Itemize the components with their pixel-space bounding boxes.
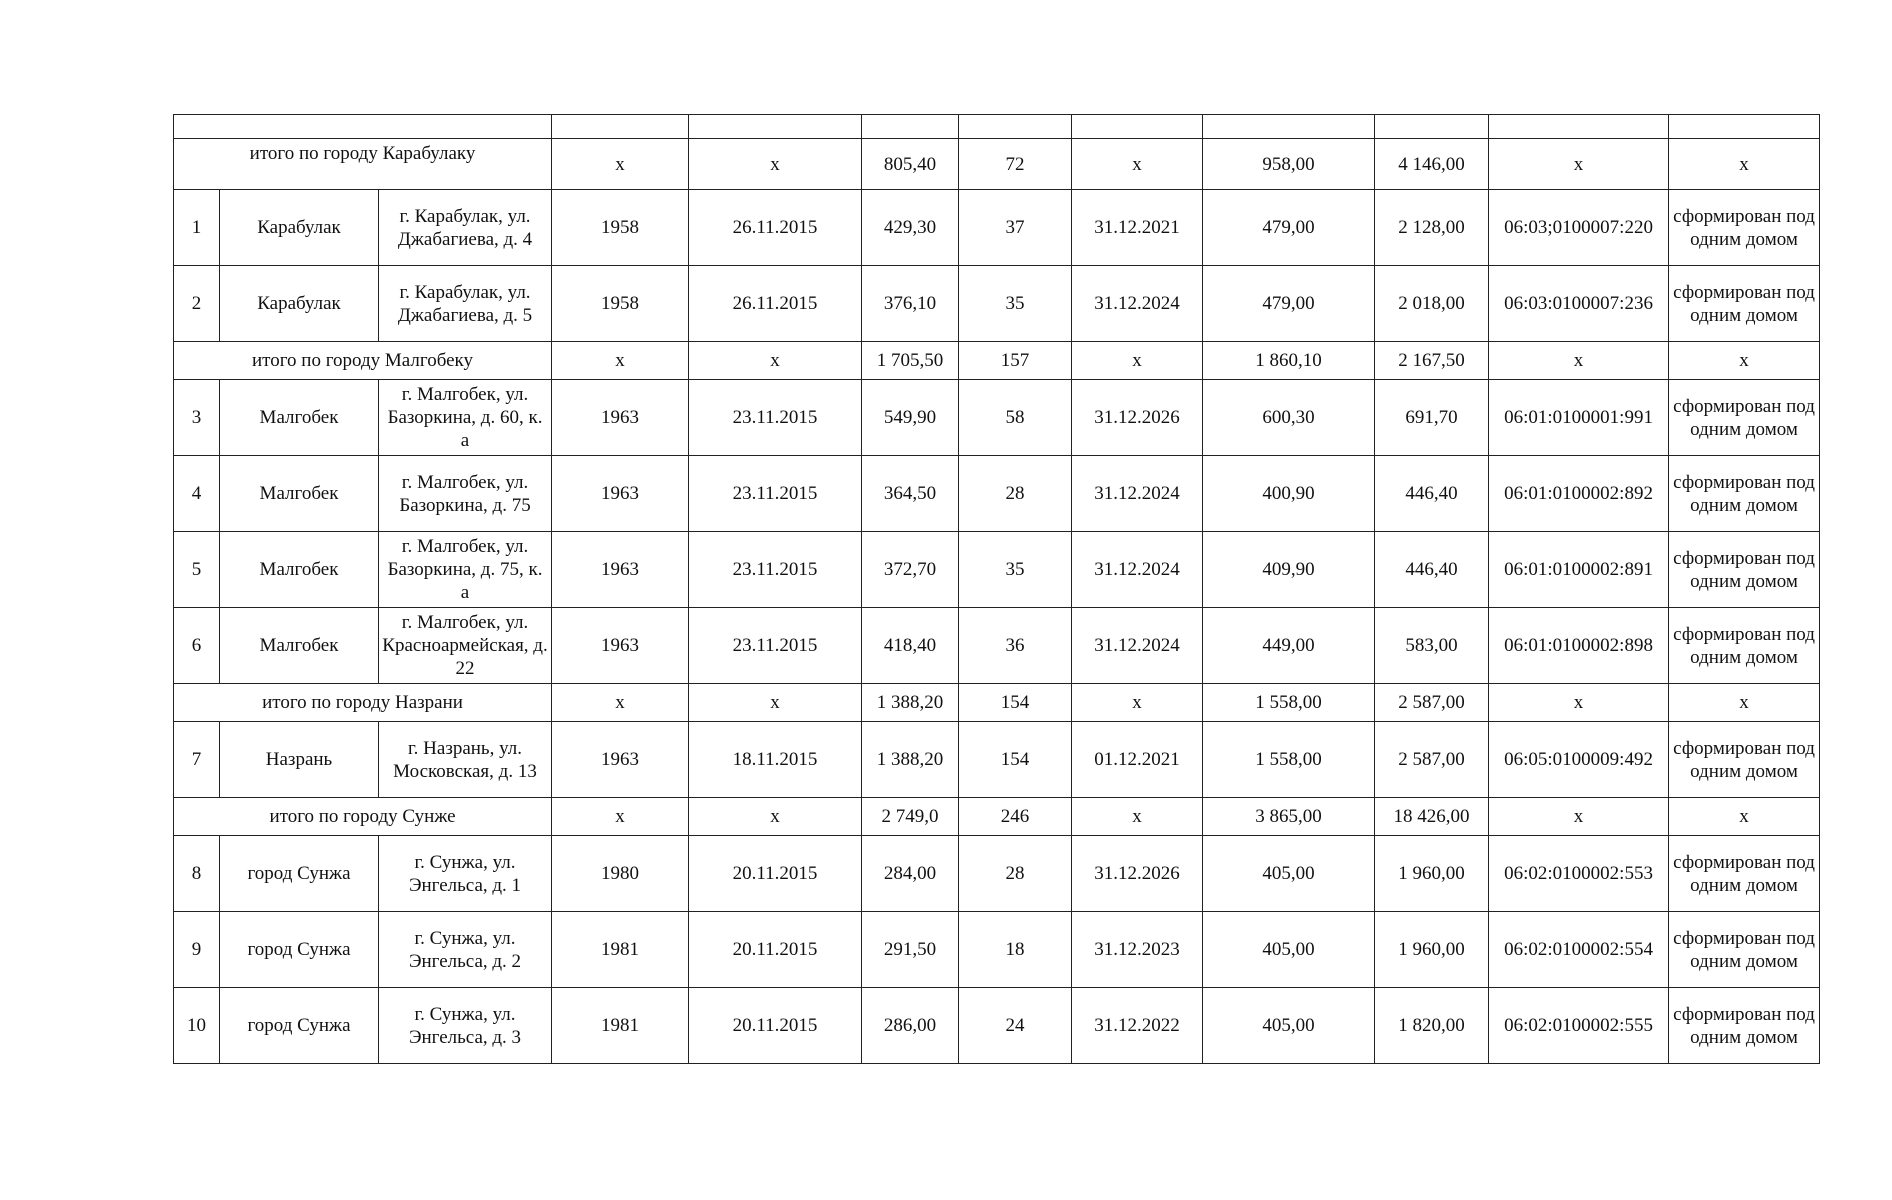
value2-cell: 446,40	[1375, 532, 1489, 608]
year-cell: 1963	[552, 608, 689, 684]
row-number: 3	[174, 380, 220, 456]
deadline-cell: 01.12.2021	[1072, 722, 1203, 798]
people-cell: 24	[959, 988, 1072, 1064]
row-number: 6	[174, 608, 220, 684]
address-cell: г. Карабулак, ул. Джабагиева, д. 4	[379, 190, 552, 266]
row-number: 10	[174, 988, 220, 1064]
value1-cell: 400,90	[1203, 456, 1375, 532]
deadline-cell: 31.12.2021	[1072, 190, 1203, 266]
address-cell: г. Малгобек, ул. Базоркина, д. 75, к. а	[379, 532, 552, 608]
value1-cell: 479,00	[1203, 266, 1375, 342]
city-summary-value: 18 426,00	[1375, 798, 1489, 836]
address-cell: г. Малгобек, ул. Красноармейская, д. 22	[379, 608, 552, 684]
blank-header-cell	[1669, 115, 1820, 139]
city-cell: Назрань	[220, 722, 379, 798]
year-cell: 1963	[552, 456, 689, 532]
cadastral-number-cell: 06:02:0100002:553	[1489, 836, 1669, 912]
people-cell: 35	[959, 532, 1072, 608]
table-row	[174, 912, 1820, 988]
city-summary-value: х	[1072, 684, 1203, 722]
row-number: 4	[174, 456, 220, 532]
city-summary-value: 157	[959, 342, 1072, 380]
city-summary-value: 2 749,0	[862, 798, 959, 836]
city-summary-value: х	[1072, 798, 1203, 836]
city-cell: Малгобек	[220, 608, 379, 684]
value2-cell: 1 960,00	[1375, 836, 1489, 912]
city-cell: город Сунжа	[220, 988, 379, 1064]
value2-cell: 691,70	[1375, 380, 1489, 456]
status-cell: сформирован под одним домом	[1669, 912, 1820, 988]
year-cell: 1981	[552, 912, 689, 988]
deadline-cell: 31.12.2024	[1072, 266, 1203, 342]
area-cell: 372,70	[862, 532, 959, 608]
row-number: 8	[174, 836, 220, 912]
table-row	[174, 380, 1820, 456]
city-summary-value: х	[552, 684, 689, 722]
city-cell: Малгобек	[220, 380, 379, 456]
area-cell: 418,40	[862, 608, 959, 684]
status-cell: сформирован под одним домом	[1669, 836, 1820, 912]
table-row	[174, 608, 1820, 684]
value1-cell: 1 558,00	[1203, 722, 1375, 798]
city-summary-value: х	[689, 684, 862, 722]
city-summary-row	[174, 342, 1820, 380]
value1-cell: 405,00	[1203, 912, 1375, 988]
cadastral-number-cell: 06:02:0100002:555	[1489, 988, 1669, 1064]
status-cell: сформирован под одним домом	[1669, 608, 1820, 684]
blank-header-cell	[552, 115, 689, 139]
address-cell: г. Сунжа, ул. Энгельса, д. 3	[379, 988, 552, 1064]
blank-header-cell	[1072, 115, 1203, 139]
year-cell: 1981	[552, 988, 689, 1064]
blank-header-cell	[689, 115, 862, 139]
city-summary-value: х	[1669, 684, 1820, 722]
city-summary-value: х	[1489, 798, 1669, 836]
table-body	[174, 115, 1820, 1064]
value1-cell: 479,00	[1203, 190, 1375, 266]
city-summary-value: 246	[959, 798, 1072, 836]
status-cell: сформирован под одним домом	[1669, 532, 1820, 608]
people-cell: 28	[959, 456, 1072, 532]
value2-cell: 583,00	[1375, 608, 1489, 684]
row-number: 9	[174, 912, 220, 988]
address-cell: г. Сунжа, ул. Энгельса, д. 2	[379, 912, 552, 988]
deadline-cell: 31.12.2026	[1072, 836, 1203, 912]
city-cell: Малгобек	[220, 532, 379, 608]
deadline-cell: 31.12.2026	[1072, 380, 1203, 456]
row-number: 2	[174, 266, 220, 342]
date-cell: 20.11.2015	[689, 912, 862, 988]
table-row	[174, 266, 1820, 342]
blank-header-cell	[1203, 115, 1375, 139]
city-summary-value: 4 146,00	[1375, 139, 1489, 190]
blank-header-cell	[959, 115, 1072, 139]
city-summary-value: 1 388,20	[862, 684, 959, 722]
people-cell: 28	[959, 836, 1072, 912]
city-summary-value: 2 167,50	[1375, 342, 1489, 380]
value1-cell: 409,90	[1203, 532, 1375, 608]
status-cell: сформирован под одним домом	[1669, 190, 1820, 266]
address-cell: г. Сунжа, ул. Энгельса, д. 1	[379, 836, 552, 912]
people-cell: 154	[959, 722, 1072, 798]
cadastral-number-cell: 06:02:0100002:554	[1489, 912, 1669, 988]
city-summary-row	[174, 798, 1820, 836]
value2-cell: 2 018,00	[1375, 266, 1489, 342]
area-cell: 364,50	[862, 456, 959, 532]
blank-header-cell	[862, 115, 959, 139]
city-summary-value: х	[1669, 139, 1820, 190]
cadastral-number-cell: 06:03;0100007:220	[1489, 190, 1669, 266]
value2-cell: 2 587,00	[1375, 722, 1489, 798]
value2-cell: 2 128,00	[1375, 190, 1489, 266]
blank-header-cell	[174, 115, 552, 139]
area-cell: 376,10	[862, 266, 959, 342]
year-cell: 1963	[552, 532, 689, 608]
city-summary-value: х	[1669, 342, 1820, 380]
city-summary-row	[174, 139, 1820, 190]
deadline-cell: 31.12.2024	[1072, 608, 1203, 684]
table-row	[174, 532, 1820, 608]
value1-cell: 600,30	[1203, 380, 1375, 456]
status-cell: сформирован под одним домом	[1669, 988, 1820, 1064]
year-cell: 1958	[552, 266, 689, 342]
people-cell: 18	[959, 912, 1072, 988]
year-cell: 1963	[552, 380, 689, 456]
date-cell: 23.11.2015	[689, 532, 862, 608]
status-cell: сформирован под одним домом	[1669, 266, 1820, 342]
date-cell: 26.11.2015	[689, 266, 862, 342]
city-summary-value: х	[689, 342, 862, 380]
area-cell: 291,50	[862, 912, 959, 988]
blank-header-cell	[1375, 115, 1489, 139]
year-cell: 1963	[552, 722, 689, 798]
people-cell: 35	[959, 266, 1072, 342]
value1-cell: 449,00	[1203, 608, 1375, 684]
cadastral-number-cell: 06:01:0100002:891	[1489, 532, 1669, 608]
city-summary-value: 154	[959, 684, 1072, 722]
date-cell: 23.11.2015	[689, 608, 862, 684]
value2-cell: 446,40	[1375, 456, 1489, 532]
date-cell: 23.11.2015	[689, 456, 862, 532]
area-cell: 286,00	[862, 988, 959, 1064]
table-row	[174, 836, 1820, 912]
city-summary-label: итого по городу Назрани	[174, 684, 552, 722]
cadastral-number-cell: 06:01:0100001:991	[1489, 380, 1669, 456]
city-summary-value: х	[1669, 798, 1820, 836]
area-cell: 284,00	[862, 836, 959, 912]
city-summary-value: х	[552, 342, 689, 380]
status-cell: сформирован под одним домом	[1669, 380, 1820, 456]
date-cell: 20.11.2015	[689, 836, 862, 912]
area-cell: 1 388,20	[862, 722, 959, 798]
address-cell: г. Малгобек, ул. Базоркина, д. 60, к. а	[379, 380, 552, 456]
city-summary-label: итого по городу Малгобеку	[174, 342, 552, 380]
row-number: 7	[174, 722, 220, 798]
row-number: 1	[174, 190, 220, 266]
city-summary-value: 2 587,00	[1375, 684, 1489, 722]
housing-register-table	[173, 114, 1820, 1064]
city-cell: Карабулак	[220, 266, 379, 342]
city-summary-value: х	[1072, 342, 1203, 380]
value2-cell: 1 960,00	[1375, 912, 1489, 988]
date-cell: 26.11.2015	[689, 190, 862, 266]
city-summary-value: х	[689, 139, 862, 190]
table-row	[174, 988, 1820, 1064]
table-row	[174, 190, 1820, 266]
status-cell: сформирован под одним домом	[1669, 722, 1820, 798]
city-summary-value: 72	[959, 139, 1072, 190]
value1-cell: 405,00	[1203, 988, 1375, 1064]
year-cell: 1958	[552, 190, 689, 266]
table-row	[174, 456, 1820, 532]
date-cell: 23.11.2015	[689, 380, 862, 456]
area-cell: 429,30	[862, 190, 959, 266]
cadastral-number-cell: 06:03:0100007:236	[1489, 266, 1669, 342]
city-summary-value: х	[1489, 139, 1669, 190]
people-cell: 36	[959, 608, 1072, 684]
date-cell: 18.11.2015	[689, 722, 862, 798]
address-cell: г. Малгобек, ул. Базоркина, д. 75	[379, 456, 552, 532]
city-summary-value: 1 558,00	[1203, 684, 1375, 722]
city-cell: город Сунжа	[220, 912, 379, 988]
deadline-cell: 31.12.2024	[1072, 456, 1203, 532]
deadline-cell: 31.12.2024	[1072, 532, 1203, 608]
status-cell: сформирован под одним домом	[1669, 456, 1820, 532]
city-summary-row	[174, 684, 1820, 722]
value2-cell: 1 820,00	[1375, 988, 1489, 1064]
blank-header-row	[174, 115, 1820, 139]
city-summary-value: х	[552, 139, 689, 190]
city-cell: Карабулак	[220, 190, 379, 266]
value1-cell: 405,00	[1203, 836, 1375, 912]
cadastral-number-cell: 06:01:0100002:892	[1489, 456, 1669, 532]
year-cell: 1980	[552, 836, 689, 912]
people-cell: 58	[959, 380, 1072, 456]
area-cell: 549,90	[862, 380, 959, 456]
city-cell: город Сунжа	[220, 836, 379, 912]
cadastral-number-cell: 06:01:0100002:898	[1489, 608, 1669, 684]
deadline-cell: 31.12.2022	[1072, 988, 1203, 1064]
city-summary-label: итого по городу Сунже	[174, 798, 552, 836]
address-cell: г. Назрань, ул. Московская, д. 13	[379, 722, 552, 798]
cadastral-number-cell: 06:05:0100009:492	[1489, 722, 1669, 798]
city-summary-value: 1 705,50	[862, 342, 959, 380]
city-cell: Малгобек	[220, 456, 379, 532]
address-cell: г. Карабулак, ул. Джабагиева, д. 5	[379, 266, 552, 342]
city-summary-value: х	[689, 798, 862, 836]
city-summary-value: 3 865,00	[1203, 798, 1375, 836]
city-summary-value: 805,40	[862, 139, 959, 190]
city-summary-value: х	[1489, 684, 1669, 722]
city-summary-value: х	[1072, 139, 1203, 190]
city-summary-value: х	[552, 798, 689, 836]
city-summary-label: итого по городу Карабулаку	[174, 139, 552, 190]
date-cell: 20.11.2015	[689, 988, 862, 1064]
deadline-cell: 31.12.2023	[1072, 912, 1203, 988]
city-summary-value: 1 860,10	[1203, 342, 1375, 380]
row-number: 5	[174, 532, 220, 608]
blank-header-cell	[1489, 115, 1669, 139]
city-summary-value: х	[1489, 342, 1669, 380]
table-row	[174, 722, 1820, 798]
people-cell: 37	[959, 190, 1072, 266]
city-summary-value: 958,00	[1203, 139, 1375, 190]
